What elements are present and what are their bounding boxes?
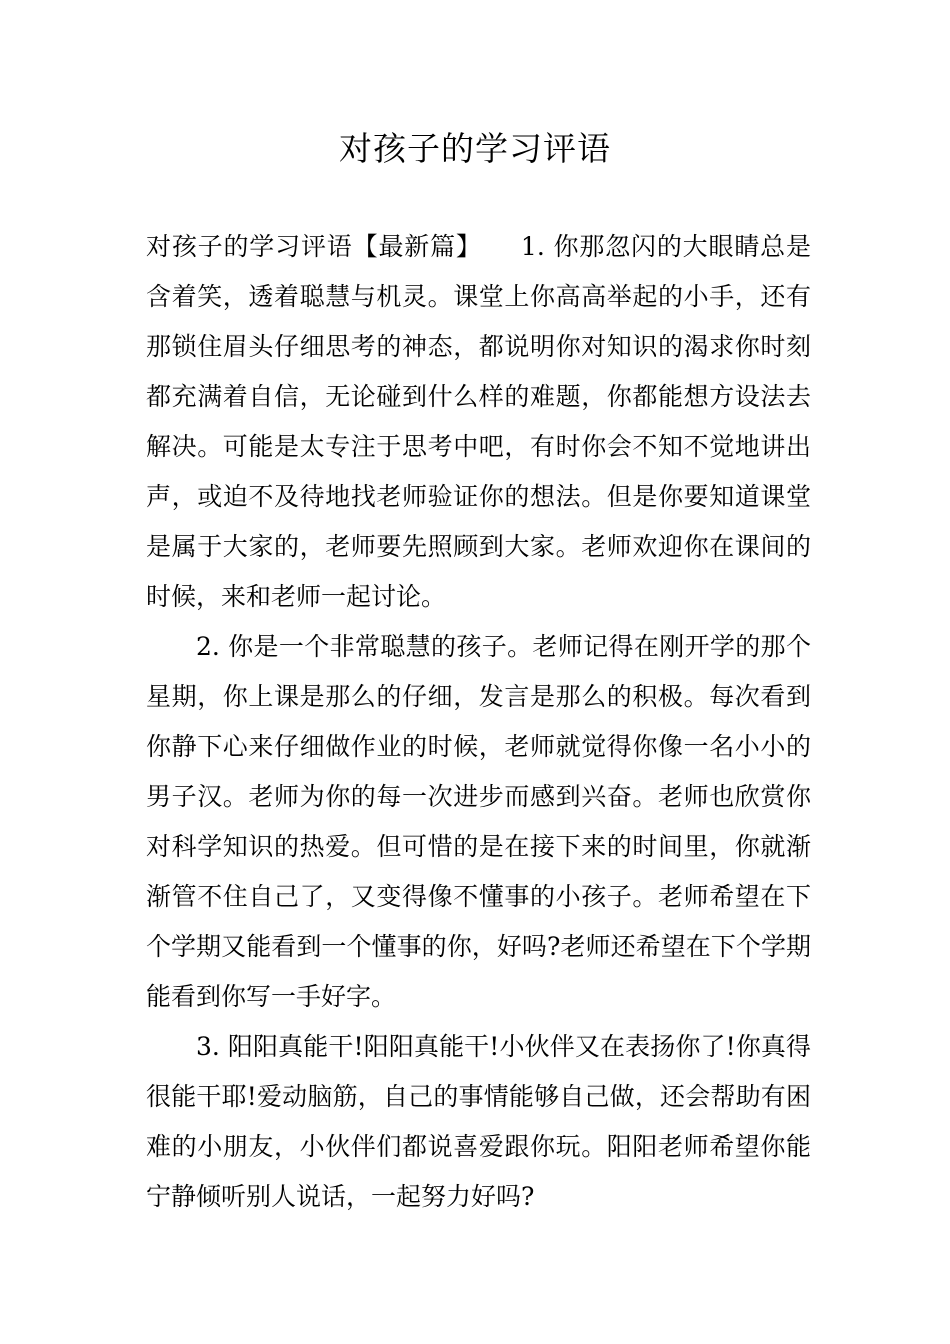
paragraph-item-3: 3. 阳阳真能干!阳阳真能干!小伙伴又在表扬你了!你真得很能干耶!爱动脑筋，自己的事情能够自己做，还会帮助有困难的小朋友，小伙伴们都说喜爱跟你玩。阳阳老师希望你能宁静倾听别人说话，一起努力好吗? xyxy=(146,1032,811,1211)
paragraph-item-2: 2. 你是一个非常聪慧的孩子。老师记得在刚开学的那个星期，你上课是那么的仔细，发言是那么的积极。每次看到你静下心来仔细做作业的时候，老师就觉得你像一名小小的男子汉。老师为你的每一次进步而感到兴奋。老师也欣赏你对科学知识的热爱。但可惜的是在接下来的时间里，你就渐渐管不住自己了，又变得像不懂事的小孩子。老师希望在下个学期又能看到一个懂事的你，好吗?老师还希望在下个学期能看到你写一手好字。 xyxy=(146,632,811,1011)
paragraph-intro-item-1: 对孩子的学习评语【最新篇】 1. 你那忽闪的大眼睛总是含着笑，透着聪慧与机灵。课堂上你高高举起的小手，还有那锁住眉头仔细思考的神态，都说明你对知识的渴求你时刻都充满着自信，无论碰到什么样的难题，你都能想方设法去解决。可能是太专注于思考中吧，有时你会不知不觉地讲出声，或迫不及待地找老师验证你的想法。但是你要知道课堂是属于大家的，老师要先照顾到大家。老师欢迎你在课间的时候，来和老师一起讨论。 xyxy=(146,232,811,611)
document-title: 对孩子的学习评语 xyxy=(339,129,611,168)
document-body xyxy=(146,222,811,1222)
